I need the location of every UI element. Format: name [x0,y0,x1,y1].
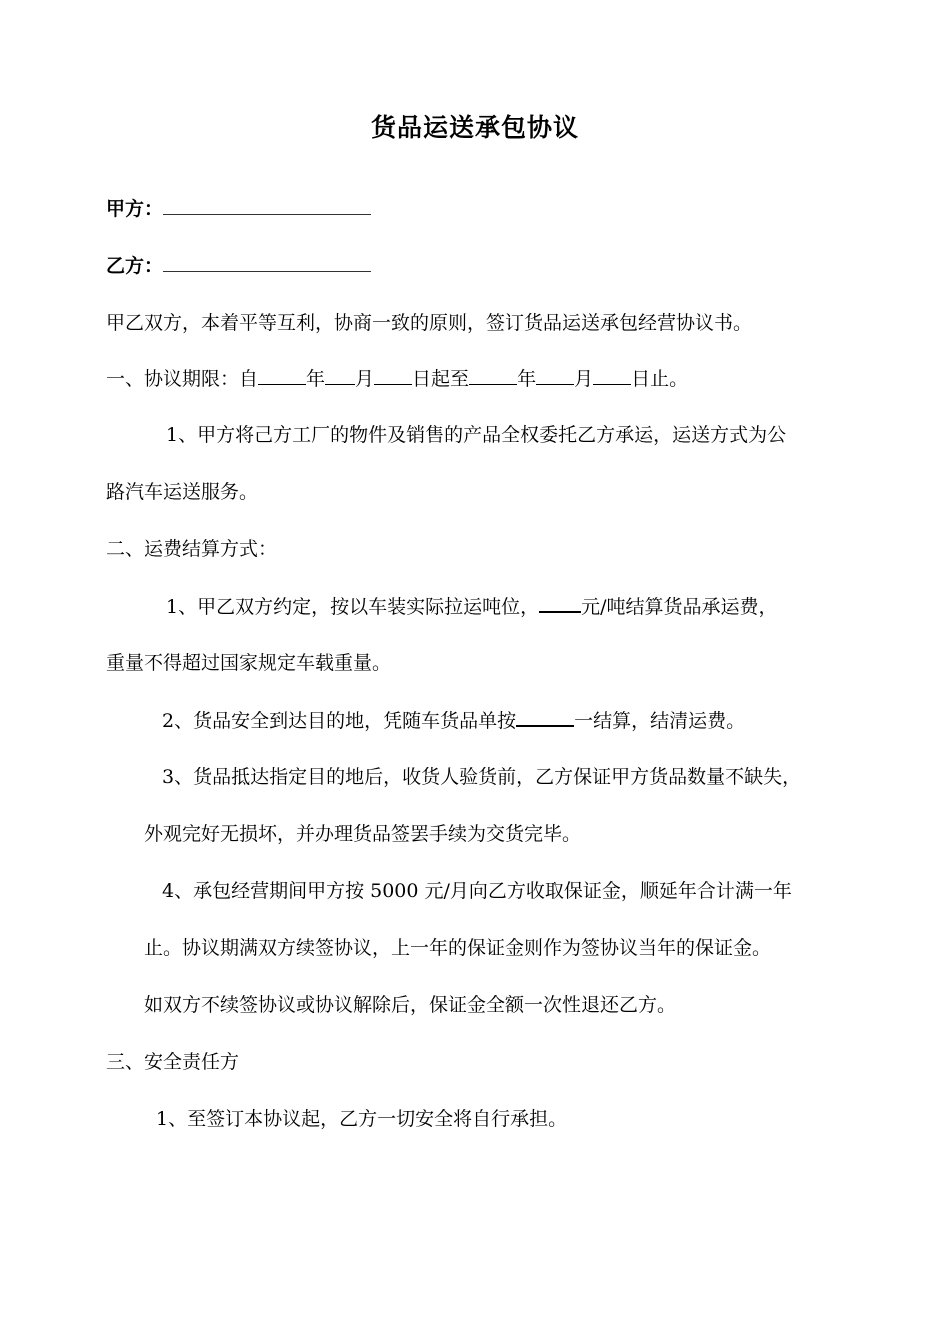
section2-item1-prefix: 1、甲乙双方约定，按以车装实际拉运吨位， [166,596,540,618]
party-a-blank[interactable] [163,196,371,215]
end-year-label: 年 [517,368,537,390]
section3-item1: 1、至签订本协议起，乙方一切安全将自行承担。 [156,1108,568,1130]
section2-heading: 二、运费结算方式： [106,538,278,560]
price-per-ton-blank[interactable] [539,593,581,613]
party-a-label: 甲方： [106,198,164,220]
end-day-label: 日止。 [631,368,689,390]
section1-item1-line1: 1、甲方将己方工厂的物件及销售的产品全权委托乙方承运，运送方式为公 [166,424,787,446]
start-day-blank[interactable] [374,366,412,385]
intro-paragraph: 甲乙双方，本着平等互利，协商一致的原则，签订货品运送承包经营协议书。 [106,312,753,334]
section2-item2-line [162,707,745,734]
section2-item2-suffix: 一结算，结清运费。 [574,710,746,732]
end-month-blank[interactable] [536,366,574,385]
party-b-blank[interactable] [163,253,371,272]
start-year-label: 年 [306,368,326,390]
document-title: 货品运送承包协议 [370,113,579,142]
section1-item1-line2: 路汽车运送服务。 [106,481,259,503]
party-a-line [106,196,371,222]
end-day-blank[interactable] [593,366,631,385]
section3-heading: 三、安全责任方 [106,1051,240,1073]
section2-item2-prefix: 2、货品安全到达目的地，凭随车货品单按 [162,710,517,732]
section2-item4-line2: 止。协议期满双方续签协议，上一年的保证金则作为签协议当年的保证金。 [144,937,772,959]
party-b-line [106,253,371,279]
start-year-blank[interactable] [258,366,306,385]
section2-item1-suffix: 元/吨结算货品承运费， [581,596,778,618]
end-month-label: 月 [574,368,594,390]
section2-item3-line1: 3、货品抵达指定目的地后，收货人验货前，乙方保证甲方货品数量不缺失， [162,766,802,788]
start-month-label: 月 [355,368,375,390]
end-year-blank[interactable] [469,366,517,385]
section2-item3-line2: 外观完好无损坏，并办理货品签罢手续为交货完毕。 [144,823,582,845]
section2-item1-line1 [166,593,778,620]
start-month-blank[interactable] [325,366,355,385]
settlement-blank[interactable] [516,707,574,727]
section2-item1-line2: 重量不得超过国家规定车载重量。 [106,652,392,674]
section2-item4-line1: 4、承包经营期间甲方按 5000 元/月向乙方收取保证金，顺延年合计满一年 [162,880,792,902]
section2-item4-line3: 如双方不续签协议或协议解除后，保证金全额一次性退还乙方。 [144,994,677,1016]
start-day-label: 日起至 [412,368,470,390]
section1-heading [106,366,688,392]
party-b-label: 乙方： [106,255,164,277]
section1-heading-prefix: 一、协议期限：自 [106,368,259,390]
